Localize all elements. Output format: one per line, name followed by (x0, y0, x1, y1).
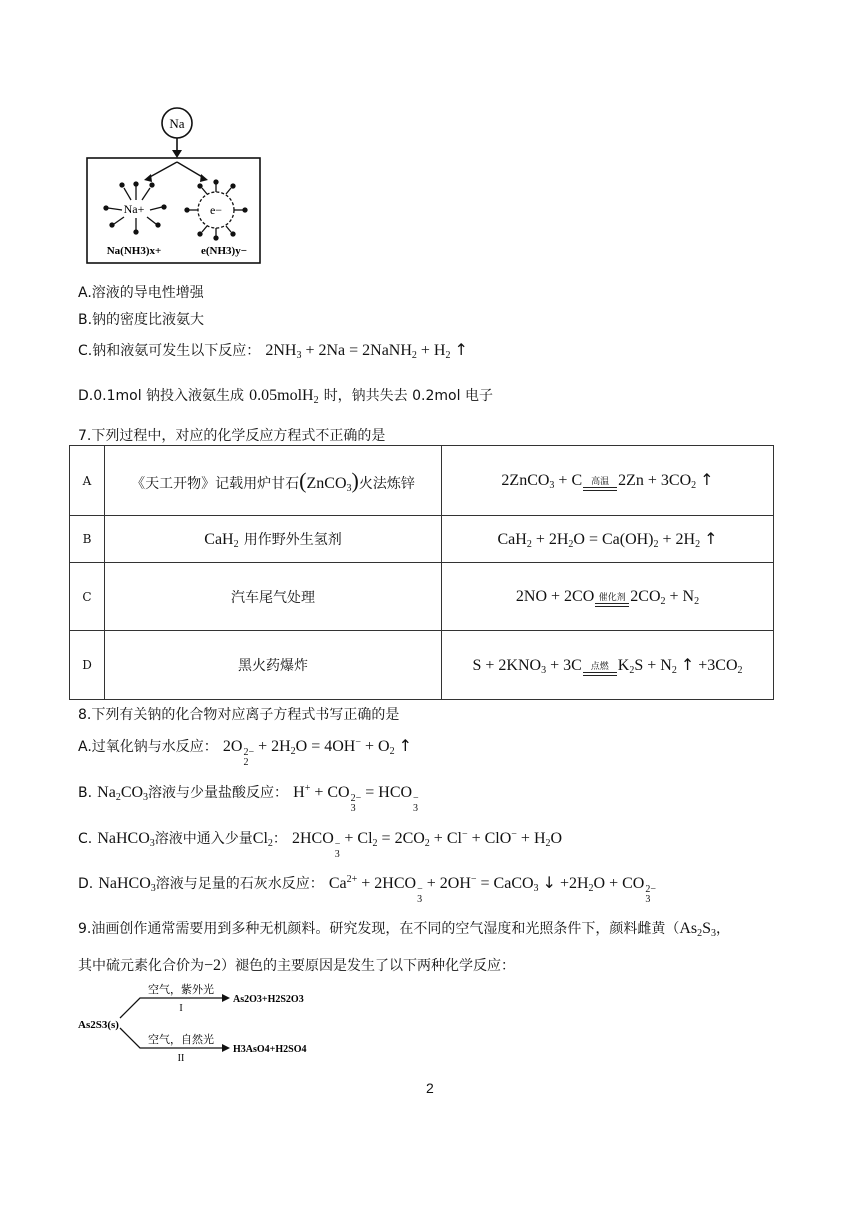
q8-option-a-text: A.过氧化钠与水反应： (78, 739, 218, 755)
electron-label: e− (209, 203, 223, 217)
q8-option-b-text: 溶液与少量盐酸反应： (148, 785, 289, 801)
condition-label: 催化剂 (598, 593, 626, 603)
q6-option-d (78, 385, 493, 406)
process-cell: CaH$_2$ 用作野外生氢剂 (105, 516, 442, 563)
q9-reactant: As2S3(s) (78, 1019, 119, 1031)
q9-valence: −2 (204, 957, 222, 974)
q8-option-b: B. $Na_2CO_3$溶液与少量盐酸反应： H+ + CO 2− 3 = HCO − 3 (78, 783, 419, 814)
q6-option-b: B.钠的密度比液氨大 (78, 312, 205, 328)
table-row (70, 446, 774, 516)
q7-stem: 7.下列过程中，对应的化学反应方程式不正确的是 (78, 428, 386, 444)
q9-path2-products: H3AsO4+H2SO4 (233, 1044, 307, 1055)
q9-path1-products: As2O3+H2S2O3 (233, 994, 304, 1005)
q7-table (69, 445, 774, 700)
q9-path2-number: II (177, 1053, 185, 1064)
q9-line-2-tail: ）褪色的主要原因是发生了以下两种化学反应： (221, 958, 516, 974)
equation-cell: $CaH_2 + 2H_2O = Ca(OH)_2 + 2H_2$ ↑ (442, 516, 774, 563)
q8-stem: 8.下列有关钠的化合物对应离子方程式书写正确的是 (78, 707, 400, 723)
na-ammonia-diagram (84, 104, 264, 266)
table-row (70, 563, 774, 631)
q9-path1-number: I (179, 1003, 183, 1014)
left-species-label: Na(NH3)x+ (106, 245, 162, 257)
q6-option-d-amount: 0.05molH$_2$ (249, 387, 319, 406)
row-label: C (70, 563, 105, 631)
na-atom-label: Na (169, 116, 185, 131)
condition-label: 点燃 (590, 661, 609, 672)
page-number: 2 (426, 1080, 434, 1096)
q9-line-2 (78, 955, 515, 975)
process-cell: 汽车尾气处理 (105, 563, 442, 631)
q6-option-c-text: C.钠和液氨可发生以下反应： (78, 343, 261, 359)
condition-label: 高温 (591, 477, 610, 487)
q6-option-d-text: D.0.1mol 钠投入液氨生成 (78, 388, 245, 404)
right-species-label: e(NH3)y− (201, 245, 247, 257)
q9-path1-condition: 空气，紫外光 (148, 983, 214, 996)
q6-option-a: A.溶液的导电性增强 (78, 285, 204, 301)
na-ion-label: Na+ (123, 202, 145, 216)
process-formula: ZnCO$_3$ (306, 474, 352, 494)
q8-option-a: A.过氧化钠与水反应： 2O 2− 2 + $2H_2O = 4OH^- + O_2$ ↑ (78, 736, 412, 768)
process-formula-text: ZnCO (306, 474, 347, 492)
q8-option-c: C. NaHCO$_3$溶液中通入少量$Cl_2$： 2HCO − 3 + $Cl_2 = 2CO_2 + Cl^- + ClO^- + H_2O$ (78, 829, 563, 860)
process-text: 《天工开物》记载用炉甘石 (131, 475, 300, 492)
q8-option-d: D. NaHCO$_3$溶液与足量的石灰水反应： $Ca^{2+} + 2HCO$ − 3 + 2OH− = CaCO$_3$ ↓ $+2H_2O$ + CO 2− 3 (78, 873, 656, 905)
q9-line-2-text: 其中硫元素化合价为 (78, 958, 204, 974)
q6-option-d-tail: 时，钠共失去 0.2mol 电子 (323, 388, 493, 404)
equation-cell: 2NO + 2CO 催化剂 $2CO_2 + N_2$ (442, 563, 774, 631)
q9-line-1: 9.油画创作通常需要用到多种无机颜料。研究发现，在不同的空气湿度和光照条件下，颜料雌黄（$As_2S_3$， (78, 920, 731, 939)
q6-option-d-h2: 0.05molH (249, 387, 314, 404)
q6-option-c (78, 340, 468, 361)
table-row (70, 516, 774, 563)
q9-path2-condition: 空气，自然光 (148, 1033, 214, 1046)
q8-option-c-text: 溶液中通入少量 (154, 831, 253, 847)
process-cell: 黑火药爆炸 (105, 631, 442, 700)
equation-cell: 2ZnCO$_3$ + C 高温 $2Zn + 3CO_2$ ↑ (442, 446, 774, 516)
table-row (70, 631, 774, 700)
process-tail: 火法炼锌 (358, 475, 415, 492)
process-text: 用作野外生氢剂 (243, 531, 342, 548)
row-label: A (70, 446, 105, 516)
process-cell: 《天工开物》记载用炉甘石(ZnCO$_3$)火法炼锌 (105, 446, 442, 516)
row-label: B (70, 516, 105, 563)
q8-option-d-text: 溶液与足量的石灰水反应： (155, 876, 324, 892)
q6-option-c-equation: $2NH_3 + 2Na$ = 2NaNH$_2$ + $H_2$ ↑ (265, 340, 468, 361)
q9-reaction-scheme (76, 980, 356, 1064)
row-label: D (70, 631, 105, 700)
equation-cell: $S + 2KNO_3 + 3C$ 点燃 $K_2S + N_2$ ↑ $+3CO_2$ (442, 631, 774, 700)
q9-line-1-text: 9.油画创作通常需要用到多种无机颜料。研究发现，在不同的空气湿度和光照条件下，颜料雌黄（ (78, 921, 680, 937)
